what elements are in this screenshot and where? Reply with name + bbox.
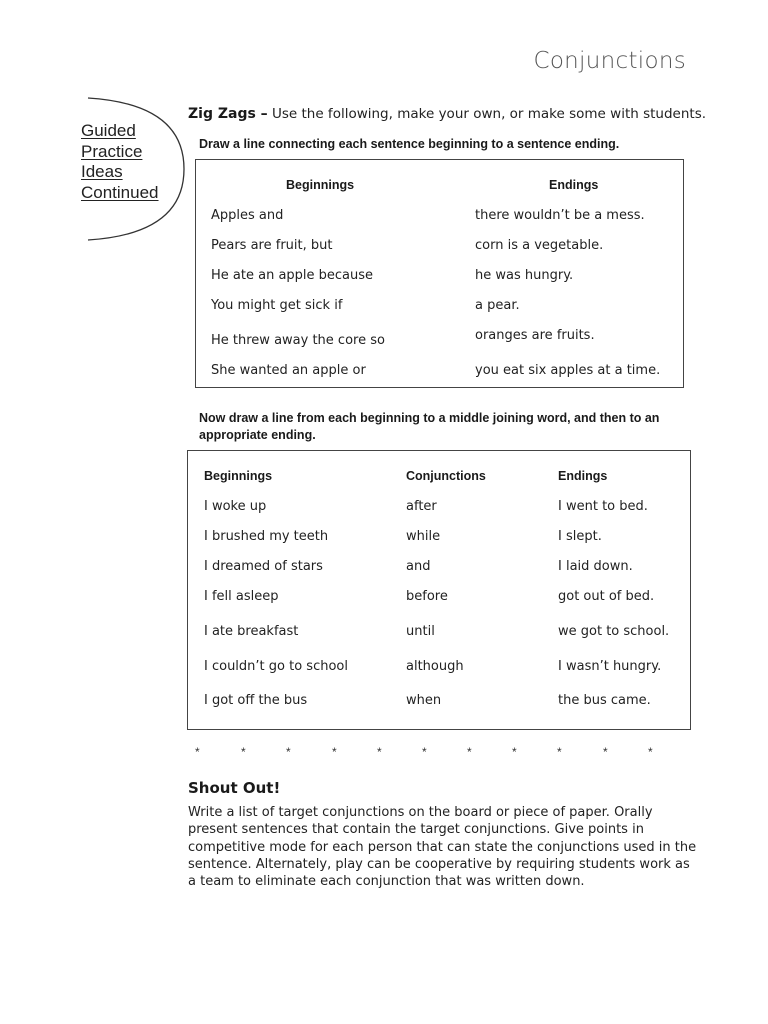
conjunction-item: until	[406, 624, 435, 639]
separator-star: *	[557, 745, 562, 759]
separator-star: *	[377, 745, 382, 759]
ending-item: he was hungry.	[475, 268, 574, 283]
beginning-item: She wanted an apple or	[211, 363, 366, 378]
beginning-item: I dreamed of stars	[204, 559, 323, 574]
separator-stars	[195, 745, 665, 759]
zigzag-table-2	[187, 450, 691, 730]
instruction-1: Draw a line connecting each sentence beginning to a sentence ending.	[199, 137, 620, 151]
side-label-line: Guided	[81, 121, 136, 140]
ending-item: you eat six apples at a time.	[475, 363, 661, 378]
ending-item: there wouldn’t be a mess.	[475, 208, 645, 223]
beginning-item: I got off the bus	[204, 693, 308, 708]
intro-line	[188, 106, 706, 122]
separator-star: *	[241, 745, 246, 759]
ending-item: the bus came.	[558, 693, 651, 708]
beginning-item: You might get sick if	[211, 298, 343, 313]
ending-item: I slept.	[558, 529, 602, 544]
column-header-endings: Endings	[558, 469, 608, 483]
ending-item: got out of bed.	[558, 589, 655, 604]
side-label	[81, 121, 159, 203]
separator-star: *	[467, 745, 472, 759]
beginning-item: Apples and	[211, 208, 284, 223]
conjunction-item: and	[406, 559, 431, 574]
instruction-2: Now draw a line from each beginning to a middle joining word, and then to an appropriate ending.	[199, 411, 660, 442]
column-header-beginnings: Beginnings	[204, 469, 273, 483]
intro-text: Use the following, make your own, or make some with students.	[267, 106, 707, 122]
column-header-beginnings: Beginnings	[286, 178, 355, 192]
conjunction-item: before	[406, 589, 448, 604]
separator-star: *	[332, 745, 337, 759]
ending-item: I went to bed.	[558, 499, 648, 514]
beginning-item: He ate an apple because	[211, 268, 374, 283]
separator-star: *	[603, 745, 608, 759]
column-header-conjunctions: Conjunctions	[406, 469, 486, 483]
conjunction-item: while	[406, 529, 441, 544]
side-label-line: Continued	[81, 182, 159, 202]
column-header-endings: Endings	[549, 178, 599, 192]
shout-out-body: Write a list of target conjunctions on the board or piece of paper. Orally present sentences that contain the target conjunctions. Give points in competitive mode for each person that can state the conjunctions used in the sentence. Alternately, play can be cooperative by requiring students work as a team to eliminate each conjunction that was written down.	[188, 805, 697, 890]
beginning-item: Pears are fruit, but	[211, 238, 333, 253]
separator-star: *	[512, 745, 517, 759]
ending-item: a pear.	[475, 298, 520, 313]
separator-star: *	[422, 745, 427, 759]
ending-item: I wasn’t hungry.	[558, 659, 662, 674]
side-label-line: Practice	[81, 141, 143, 161]
ending-item: we got to school.	[558, 624, 670, 639]
separator-star: *	[648, 745, 653, 759]
conjunction-item: after	[406, 499, 437, 514]
beginning-item: I fell asleep	[204, 589, 279, 604]
conjunction-item: although	[406, 659, 464, 674]
beginning-item: I brushed my teeth	[204, 529, 329, 544]
beginning-item: I woke up	[204, 499, 267, 514]
separator-star: *	[195, 745, 200, 759]
beginning-item: He threw away the core so	[211, 333, 385, 348]
page-title: Conjunctions	[533, 48, 686, 74]
intro-lead: Zig Zags –	[188, 106, 268, 122]
beginning-item: I ate breakfast	[204, 624, 299, 639]
conjunction-item: when	[406, 693, 442, 708]
ending-item: corn is a vegetable.	[475, 238, 604, 253]
zigzag-table-1	[195, 159, 684, 388]
beginning-item: I couldn’t go to school	[204, 659, 348, 674]
separator-star: *	[286, 745, 291, 759]
ending-item: I laid down.	[558, 559, 633, 574]
ending-item: oranges are fruits.	[475, 328, 595, 343]
shout-out-heading: Shout Out!	[188, 779, 281, 797]
side-label-line: Ideas	[81, 162, 123, 181]
